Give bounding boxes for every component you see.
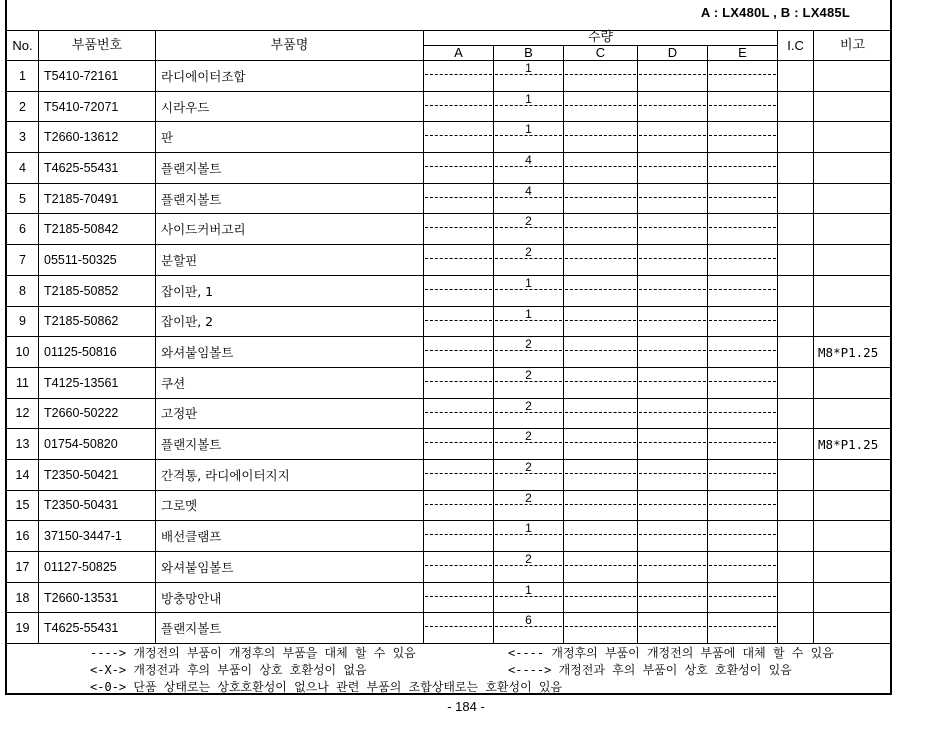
- part-number: T4125-13561: [39, 367, 156, 398]
- quantity-cell: [638, 429, 708, 460]
- row-number: 8: [7, 275, 39, 306]
- ic-cell: [778, 61, 814, 92]
- quantity-cell: [424, 306, 494, 337]
- note-cell: [814, 153, 892, 184]
- part-name: 간격통, 라디에이터지지: [156, 459, 424, 490]
- table-row: [7, 552, 892, 583]
- legend-line-assembly-compatible: <-0-> 단품 상태로는 상호호환성이 없으나 관련 부품의 조합상태로는 호환성이 있음: [90, 680, 563, 694]
- quantity-cell: [708, 490, 778, 521]
- quantity-cell: [494, 275, 564, 306]
- quantity-cell: [564, 398, 638, 429]
- table-row: [7, 459, 892, 490]
- quantity-value: 2: [525, 552, 532, 566]
- quantity-cell: [638, 582, 708, 613]
- ic-cell: [778, 122, 814, 153]
- part-number: T2185-50842: [39, 214, 156, 245]
- note-cell: [814, 275, 892, 306]
- table-row: [7, 153, 892, 184]
- quantity-cell: [424, 214, 494, 245]
- row-number: 12: [7, 398, 39, 429]
- compatibility-legend: [90, 645, 890, 747]
- part-name: 플랜지볼트: [156, 153, 424, 184]
- quantity-cell: [494, 398, 564, 429]
- quantity-cell: [638, 122, 708, 153]
- ic-cell: [778, 306, 814, 337]
- quantity-cell: [708, 459, 778, 490]
- quantity-cell: [638, 613, 708, 644]
- note-cell: [814, 214, 892, 245]
- ic-cell: [778, 429, 814, 460]
- note-cell: [814, 306, 892, 337]
- table-row: [7, 122, 892, 153]
- quantity-cell: [494, 429, 564, 460]
- quantity-cell: [494, 521, 564, 552]
- quantity-cell: [494, 122, 564, 153]
- legend-line-compatible: <----> 개정전과 후의 부품이 상호 호환성이 있음: [508, 663, 792, 677]
- table-row: [7, 214, 892, 245]
- quantity-cell: [564, 91, 638, 122]
- quantity-cell: [564, 459, 638, 490]
- quantity-cell: [564, 613, 638, 644]
- note-cell: [814, 91, 892, 122]
- quantity-cell: [494, 245, 564, 276]
- quantity-cell: [494, 61, 564, 92]
- quantity-cell: [564, 582, 638, 613]
- quantity-value: 1: [525, 91, 532, 106]
- row-number: 19: [7, 613, 39, 644]
- quantity-cell: [494, 552, 564, 583]
- quantity-cell: [564, 61, 638, 92]
- note-cell: [814, 398, 892, 429]
- quantity-cell: [708, 91, 778, 122]
- quantity-value: 4: [525, 153, 532, 168]
- quantity-value: 2: [525, 337, 532, 352]
- quantity-cell: [708, 582, 778, 613]
- note-cell: [814, 245, 892, 276]
- note-cell: [814, 183, 892, 214]
- ic-cell: [778, 582, 814, 613]
- quantity-cell: [494, 183, 564, 214]
- part-number: 37150-3447-1: [39, 521, 156, 552]
- quantity-cell: [424, 153, 494, 184]
- part-name: 잡이판, 1: [156, 275, 424, 306]
- part-name: 분할핀: [156, 245, 424, 276]
- note-cell: [814, 459, 892, 490]
- quantity-value: 1: [525, 521, 532, 536]
- quantity-cell: [424, 91, 494, 122]
- table-row: [7, 429, 892, 460]
- quantity-cell: [638, 153, 708, 184]
- ic-cell: [778, 245, 814, 276]
- quantity-cell: [424, 337, 494, 368]
- quantity-value: 1: [525, 122, 532, 137]
- quantity-cell: [424, 429, 494, 460]
- part-number: T2350-50421: [39, 459, 156, 490]
- note-cell: [814, 582, 892, 613]
- quantity-cell: [494, 214, 564, 245]
- part-name: 플랜지볼트: [156, 429, 424, 460]
- note-cell: [814, 61, 892, 92]
- quantity-value: 6: [525, 613, 532, 628]
- header-qty-d: D: [638, 46, 708, 61]
- part-number: 01127-50825: [39, 552, 156, 583]
- part-number: 01125-50816: [39, 337, 156, 368]
- quantity-cell: [494, 582, 564, 613]
- quantity-value: 1: [525, 306, 532, 321]
- ic-cell: [778, 91, 814, 122]
- quantity-cell: [564, 521, 638, 552]
- quantity-value: 4: [525, 183, 532, 198]
- note-cell: M8*P1.25: [814, 429, 892, 460]
- part-number: T5410-72161: [39, 61, 156, 92]
- header-quantity: 수량: [424, 31, 778, 46]
- row-number: 10: [7, 337, 39, 368]
- part-number: T4625-55431: [39, 613, 156, 644]
- part-name: 고정판: [156, 398, 424, 429]
- table-row: [7, 521, 892, 552]
- table-row: [7, 398, 892, 429]
- quantity-cell: [708, 153, 778, 184]
- row-number: 15: [7, 490, 39, 521]
- part-name: 그로멧: [156, 490, 424, 521]
- ic-cell: [778, 183, 814, 214]
- parts-table-body: [7, 61, 892, 644]
- quantity-cell: [638, 459, 708, 490]
- legend-line-replace-backward: <---- 개정후의 부품이 개정전의 부품에 대체 할 수 있음: [508, 646, 834, 660]
- quantity-value: 1: [525, 582, 532, 597]
- header-ic: I.C: [778, 31, 814, 61]
- part-number: T2185-70491: [39, 183, 156, 214]
- quantity-cell: [564, 122, 638, 153]
- ic-cell: [778, 153, 814, 184]
- quantity-cell: [564, 367, 638, 398]
- ic-cell: [778, 337, 814, 368]
- quantity-cell: [424, 61, 494, 92]
- quantity-value: 2: [525, 398, 532, 413]
- table-row: [7, 582, 892, 613]
- quantity-cell: [708, 122, 778, 153]
- ic-cell: [778, 367, 814, 398]
- row-number: 13: [7, 429, 39, 460]
- note-cell: [814, 367, 892, 398]
- row-number: 6: [7, 214, 39, 245]
- part-name: 와셔붙임볼트: [156, 337, 424, 368]
- quantity-cell: [424, 613, 494, 644]
- quantity-value: 1: [525, 275, 532, 290]
- row-number: 2: [7, 91, 39, 122]
- header-qty-a: A: [424, 46, 494, 61]
- quantity-value: 1: [525, 61, 532, 75]
- ic-cell: [778, 521, 814, 552]
- row-number: 11: [7, 367, 39, 398]
- part-name: 사이드커버고리: [156, 214, 424, 245]
- ic-cell: [778, 552, 814, 583]
- row-number: 18: [7, 582, 39, 613]
- legend-line-replace-forward: ----> 개정전의 부품이 개정후의 부품을 대체 할 수 있음: [90, 646, 416, 660]
- part-number: 01754-50820: [39, 429, 156, 460]
- table-row: [7, 245, 892, 276]
- row-number: 16: [7, 521, 39, 552]
- quantity-cell: [638, 337, 708, 368]
- header-part-name: 부품명: [156, 31, 424, 61]
- quantity-cell: [638, 552, 708, 583]
- quantity-value: 2: [525, 245, 532, 260]
- part-number: T2185-50862: [39, 306, 156, 337]
- quantity-cell: [494, 91, 564, 122]
- quantity-cell: [424, 367, 494, 398]
- part-number: T2660-13531: [39, 582, 156, 613]
- quantity-cell: [638, 245, 708, 276]
- quantity-value: 2: [525, 214, 532, 229]
- quantity-cell: [424, 582, 494, 613]
- row-number: 9: [7, 306, 39, 337]
- header-part-number: 부품번호: [39, 31, 156, 61]
- quantity-cell: [564, 429, 638, 460]
- quantity-value: 2: [525, 367, 532, 382]
- quantity-cell: [638, 214, 708, 245]
- quantity-cell: [564, 337, 638, 368]
- quantity-value: 2: [525, 459, 532, 474]
- quantity-value: 2: [525, 429, 532, 444]
- quantity-cell: [638, 398, 708, 429]
- quantity-cell: [708, 214, 778, 245]
- quantity-cell: [708, 521, 778, 552]
- quantity-cell: [708, 613, 778, 644]
- header-qty-b: B: [494, 46, 564, 61]
- quantity-cell: [638, 275, 708, 306]
- quantity-cell: [424, 275, 494, 306]
- part-name: 배선클램프: [156, 521, 424, 552]
- quantity-cell: [564, 552, 638, 583]
- table-row: [7, 91, 892, 122]
- note-cell: [814, 552, 892, 583]
- part-name: 잡이판, 2: [156, 306, 424, 337]
- model-legend: A : LX480L , B : LX485L: [700, 5, 850, 20]
- ic-cell: [778, 214, 814, 245]
- part-number: 05511-50325: [39, 245, 156, 276]
- quantity-cell: [708, 183, 778, 214]
- part-number: T2185-50852: [39, 275, 156, 306]
- header-no: No.: [7, 31, 39, 61]
- quantity-cell: [708, 245, 778, 276]
- row-number: 1: [7, 61, 39, 92]
- table-row: [7, 306, 892, 337]
- quantity-cell: [638, 306, 708, 337]
- quantity-cell: [424, 490, 494, 521]
- quantity-cell: [638, 61, 708, 92]
- quantity-cell: [638, 367, 708, 398]
- part-number: T5410-72071: [39, 91, 156, 122]
- quantity-cell: [708, 61, 778, 92]
- header-row: [7, 31, 892, 46]
- quantity-cell: [494, 490, 564, 521]
- table-row: [7, 367, 892, 398]
- note-cell: [814, 122, 892, 153]
- part-name: 방충망안내: [156, 582, 424, 613]
- part-name: 라디에이터조합: [156, 61, 424, 92]
- row-number: 4: [7, 153, 39, 184]
- header-qty-e: E: [708, 46, 778, 61]
- parts-table: [6, 30, 892, 644]
- quantity-cell: [424, 521, 494, 552]
- ic-cell: [778, 459, 814, 490]
- part-name: 판: [156, 122, 424, 153]
- part-number: T2660-13612: [39, 122, 156, 153]
- row-number: 14: [7, 459, 39, 490]
- quantity-cell: [708, 398, 778, 429]
- quantity-cell: [638, 521, 708, 552]
- ic-cell: [778, 275, 814, 306]
- quantity-cell: [494, 306, 564, 337]
- quantity-cell: [424, 122, 494, 153]
- ic-cell: [778, 490, 814, 521]
- note-cell: [814, 613, 892, 644]
- quantity-cell: [424, 398, 494, 429]
- note-cell: M8*P1.25: [814, 337, 892, 368]
- table-row: [7, 275, 892, 306]
- quantity-cell: [424, 552, 494, 583]
- row-number: 3: [7, 122, 39, 153]
- table-row: [7, 490, 892, 521]
- ic-cell: [778, 613, 814, 644]
- quantity-cell: [564, 183, 638, 214]
- quantity-cell: [424, 183, 494, 214]
- table-row: [7, 337, 892, 368]
- quantity-cell: [494, 613, 564, 644]
- part-number: T4625-55431: [39, 153, 156, 184]
- quantity-cell: [638, 91, 708, 122]
- part-name: 시라우드: [156, 91, 424, 122]
- table-row: [7, 613, 892, 644]
- legend-line-not-compatible: <-X-> 개정전과 후의 부품이 상호 호환성이 없음: [90, 663, 367, 677]
- part-name: 쿠션: [156, 367, 424, 398]
- row-number: 5: [7, 183, 39, 214]
- quantity-cell: [564, 245, 638, 276]
- quantity-cell: [708, 275, 778, 306]
- quantity-cell: [708, 429, 778, 460]
- header-qty-c: C: [564, 46, 638, 61]
- quantity-cell: [638, 490, 708, 521]
- part-number: T2660-50222: [39, 398, 156, 429]
- page-number: - 184 -: [447, 699, 485, 714]
- quantity-cell: [708, 367, 778, 398]
- part-name: 와셔붙임볼트: [156, 552, 424, 583]
- quantity-cell: [564, 275, 638, 306]
- note-cell: [814, 490, 892, 521]
- part-name: 플랜지볼트: [156, 613, 424, 644]
- quantity-cell: [564, 490, 638, 521]
- table-row: [7, 61, 892, 92]
- quantity-cell: [494, 459, 564, 490]
- quantity-cell: [494, 153, 564, 184]
- quantity-cell: [708, 552, 778, 583]
- quantity-cell: [638, 183, 708, 214]
- ic-cell: [778, 398, 814, 429]
- table-row: [7, 183, 892, 214]
- note-cell: [814, 521, 892, 552]
- part-number: T2350-50431: [39, 490, 156, 521]
- quantity-value: 2: [525, 490, 532, 505]
- quantity-cell: [494, 337, 564, 368]
- quantity-cell: [564, 306, 638, 337]
- quantity-cell: [424, 245, 494, 276]
- header-note: 비고: [814, 31, 892, 61]
- row-number: 7: [7, 245, 39, 276]
- quantity-cell: [424, 459, 494, 490]
- part-name: 플랜지볼트: [156, 183, 424, 214]
- quantity-cell: [564, 214, 638, 245]
- quantity-cell: [564, 153, 638, 184]
- row-number: 17: [7, 552, 39, 583]
- quantity-cell: [494, 367, 564, 398]
- quantity-cell: [708, 337, 778, 368]
- quantity-cell: [708, 306, 778, 337]
